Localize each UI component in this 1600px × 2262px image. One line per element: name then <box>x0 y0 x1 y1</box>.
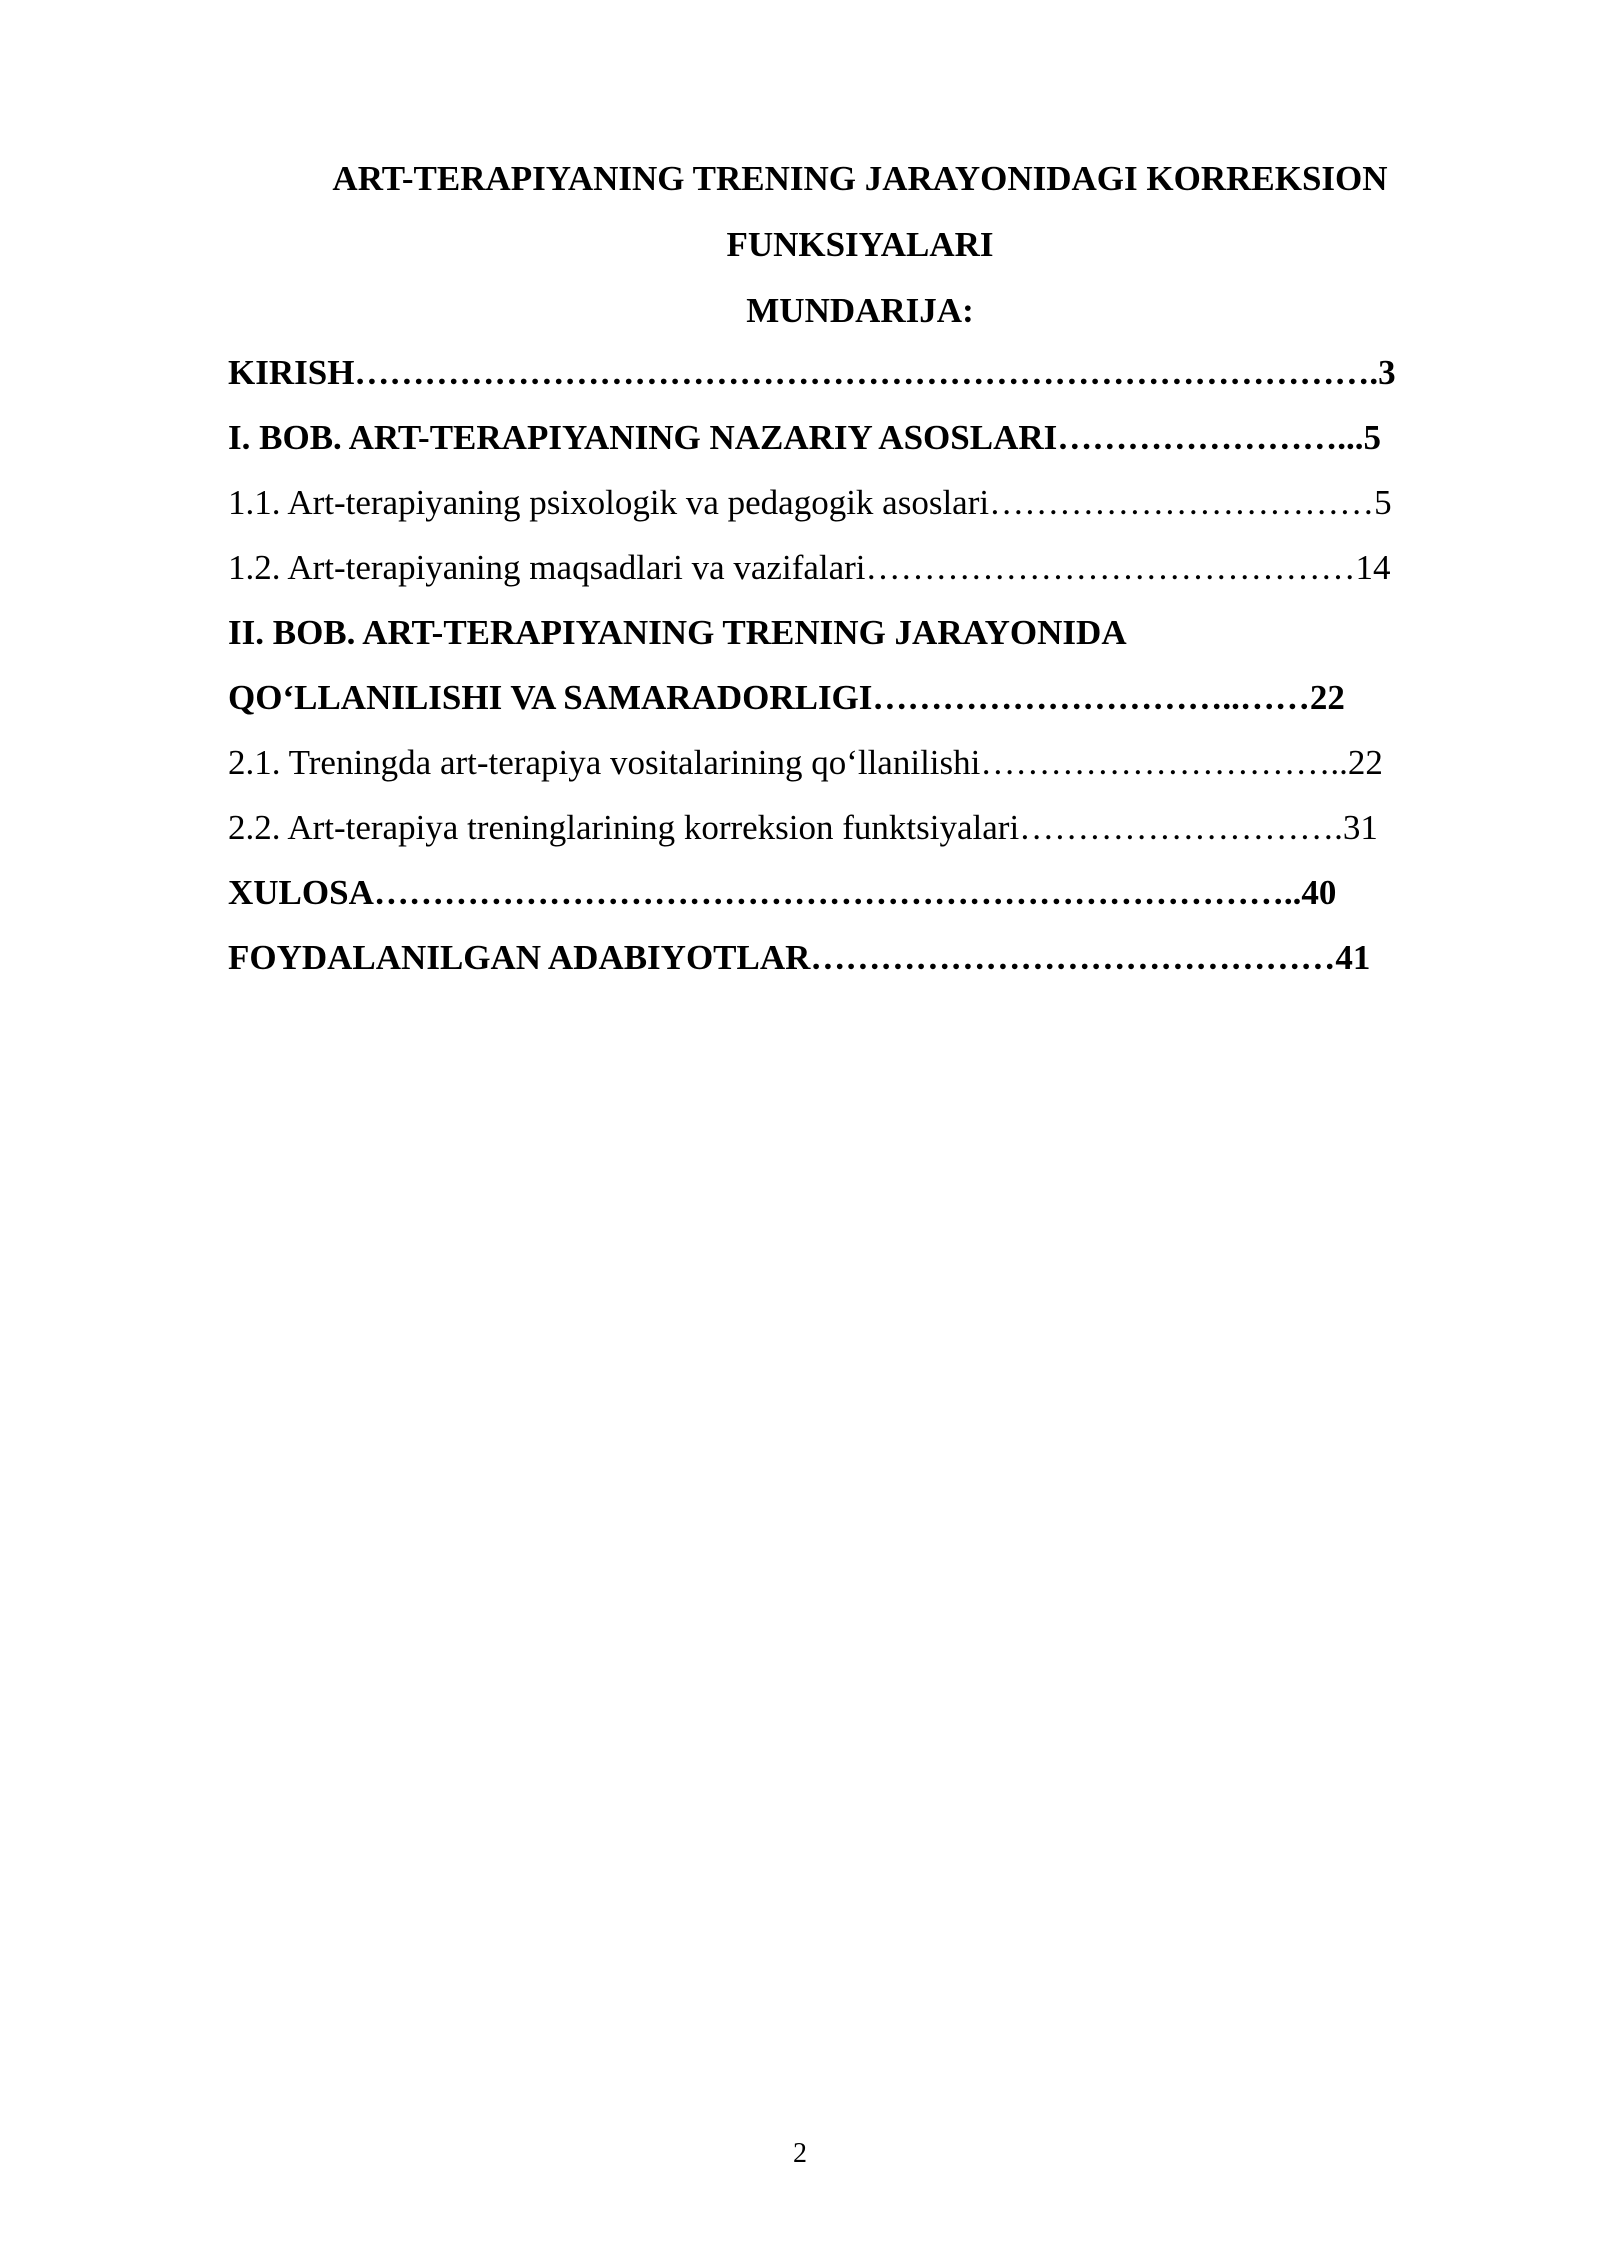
toc-entry-chapter-2-line-1: II. BOB. ART-TERAPIYANING TRENING JARAYONIDA <box>228 613 1127 652</box>
toc-entry-chapter-1: I. BOB. ART-TERAPIYANING NAZARIY ASOSLARI……………………...5 <box>228 418 1382 457</box>
toc-entry-section-2-2: 2.2. Art-terapiya treninglarining korreksion funktsiyalari……………………….31 <box>228 808 1378 847</box>
toc-entry-section-2-1: 2.1. Treningda art-terapiya vositalarining qo‘llanilishi…………………………..22 <box>228 743 1383 782</box>
document-title-line-1: ART-TERAPIYANING TRENING JARAYONIDAGI KORREKSION <box>332 159 1388 198</box>
toc-entry-chapter-2-line-2: QO‘LLANILISHI VA SAMARADORLIGI…………………………..……22 <box>228 678 1345 717</box>
page-number: 2 <box>793 2138 807 2169</box>
document-title-block <box>228 146 1492 344</box>
toc-entry-section-1-2: 1.2. Art-terapiyaning maqsadlari va vazifalari……………………………………14 <box>228 548 1391 587</box>
table-of-contents <box>228 340 1528 990</box>
document-title-line-2: FUNKSIYALARI <box>726 225 994 264</box>
toc-entry-xulosa: XULOSA……………………………………………………………………..40 <box>228 873 1337 912</box>
toc-entry-kirish: KIRISH…………………………………………………………………………….3 <box>228 353 1396 392</box>
toc-entry-section-1-1: 1.1. Art-terapiyaning psixologik va pedagogik asoslari……………………………5 <box>228 483 1392 522</box>
toc-entry-adabiyotlar: FOYDALANILGAN ADABIYOTLAR………………………………………41 <box>228 938 1371 977</box>
toc-heading: MUNDARIJA: <box>746 291 974 330</box>
